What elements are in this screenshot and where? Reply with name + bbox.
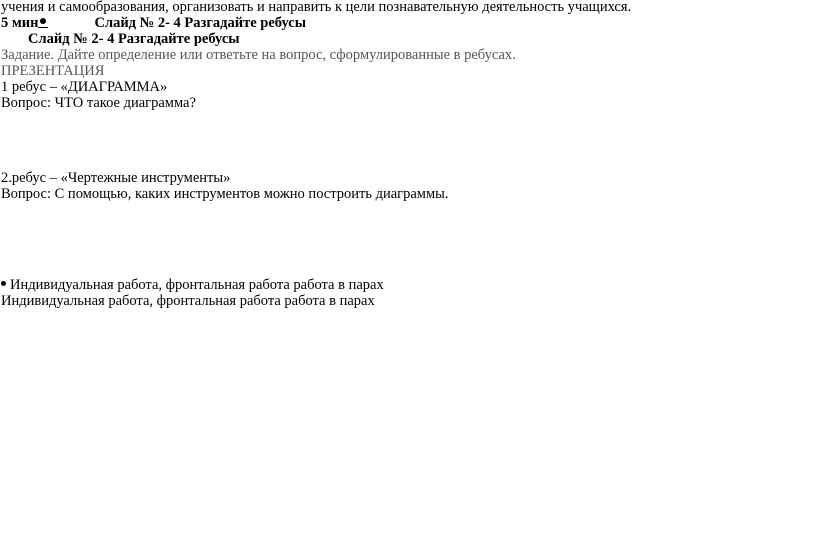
time-and-slide-row [1,15,306,32]
presentation-label: ПРЕЗЕНТАЦИЯ [1,63,105,79]
task-text: Задание. Дайте определение или ответьте на вопрос, сформулированные в ребусах. [1,47,516,63]
rebus-1-title: 1 ребус – «ДИАГРАММА» [1,79,168,95]
time-label: 5 мин [1,15,39,31]
slide-heading-secondary: Слайд № 2- 4 Разгадайте ребусы [28,31,240,47]
work-form-bulleted-text: Индивидуальная работа, фронтальная работа работа в парах [10,277,384,293]
intro-text-line: учения и самообразования, организовать и направить к цели познавательную деятельность учащихся. [1,0,632,15]
bullet-icon [1,281,6,286]
question-2-text: Вопрос: С помощью, каких инструментов можно построить диаграммы. [1,186,449,202]
work-form-plain-text: Индивидуальная работа, фронтальная работа работа в парах [1,293,375,309]
rebus-2-title: 2.ребус – «Чертежные инструменты» [1,170,231,186]
slide-heading-primary: Слайд № 2- 4 Разгадайте ребусы [94,15,307,31]
work-form-bulleted-row [1,277,384,294]
bullet-icon [38,15,48,27]
question-1-text: Вопрос: ЧТО такое диаграмма? [1,95,196,111]
